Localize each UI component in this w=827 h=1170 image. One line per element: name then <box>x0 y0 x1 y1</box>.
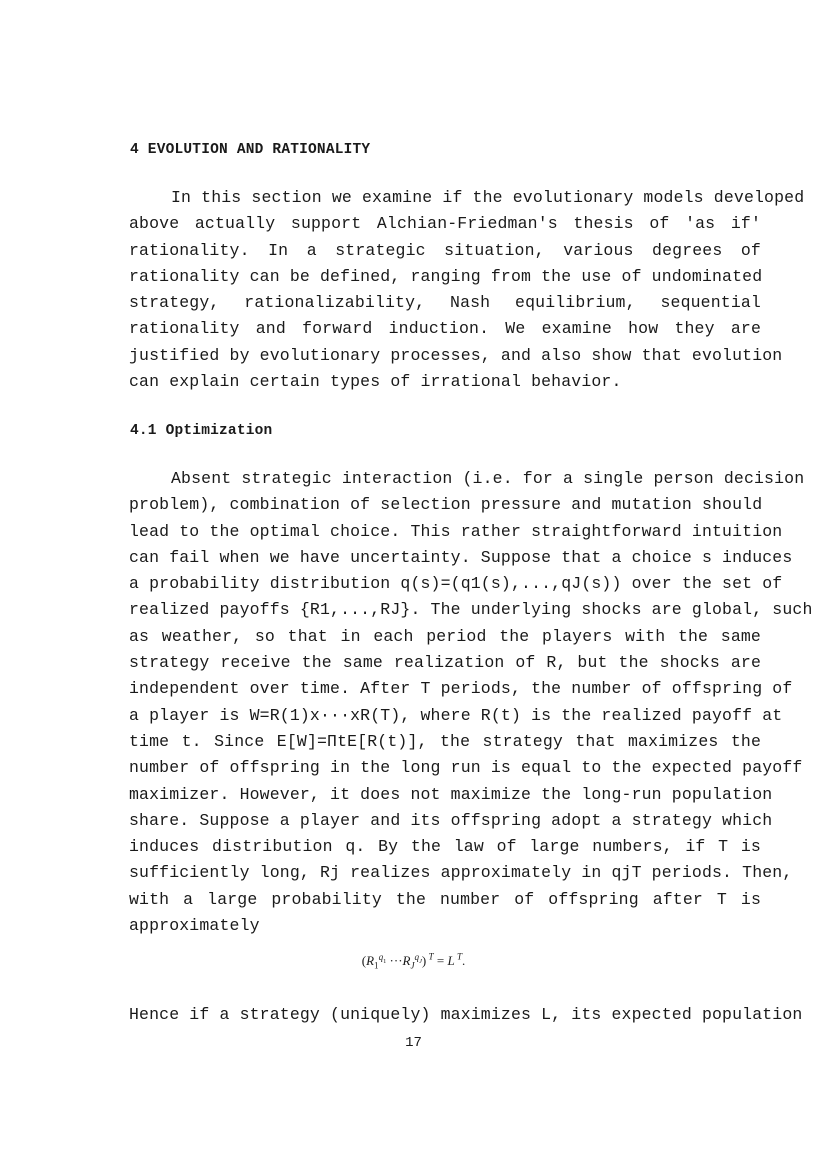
text-line: a probability distribution q(s)=(q1(s),...,qJ(s)) over the set of <box>129 574 783 594</box>
text-line: strategy receive the same realization of R, but the shocks are <box>129 653 761 673</box>
text-line: time t. Since E[W]=ΠtE[R(t)], the strategy that maximizes the <box>129 731 761 751</box>
text-line: problem), combination of selection pressure and mutation should <box>129 495 763 515</box>
text-line: number of offspring in the long run is equal to the expected payoff <box>129 758 803 778</box>
section-heading: 4 EVOLUTION AND RATIONALITY <box>130 142 371 158</box>
page-number: 17 <box>405 1035 422 1051</box>
text-line: strategy, rationalizability, Nash equilibrium, sequential <box>129 293 761 313</box>
text-line: Hence if a strategy (uniquely) maximizes L, its expected population <box>129 1005 803 1024</box>
text-line: can fail when we have uncertainty. Suppose that a choice s induces <box>129 547 793 567</box>
text-line: rationality can be defined, ranging from the use of undominated <box>129 266 763 286</box>
display-formula: $(R_1^{q_1} \cdot\cdot\cdot R_J^{q_J}) ^T = L$ $^T$. <box>361 951 466 971</box>
text-line: induces distribution q. By the law of large numbers, if T is <box>129 837 761 857</box>
text-line: sufficiently long, Rj realizes approximately in qjT periods. Then, <box>129 863 793 883</box>
optimization-paragraph <box>129 466 813 939</box>
text-line: a player is W=R(1)x···xR(T), where R(t) is the realized payoff at <box>129 705 783 725</box>
text-line: realized payoffs {R1,...,RJ}. The underlying shocks are global, such <box>129 600 813 620</box>
text-line: with a large probability the number of offspring after T is <box>129 889 761 909</box>
text-line: above actually support Alchian-Friedman's thesis of 'as if' <box>129 214 761 234</box>
text-line: maximizer. However, it does not maximize the long-run population <box>129 784 773 804</box>
text-line: independent over time. After T periods, the number of offspring of <box>129 679 793 699</box>
text-line: lead to the optimal choice. This rather straightforward intuition <box>129 521 783 541</box>
text-line: Absent strategic interaction (i.e. for a single person decision <box>171 469 805 488</box>
text-line: rationality. In a strategic situation, various degrees of <box>129 240 761 260</box>
subsection-heading: 4.1 Optimization <box>130 423 273 439</box>
text-line: as weather, so that in each period the players with the same <box>129 626 761 646</box>
text-line: rationality and forward induction. We examine how they are <box>129 319 761 339</box>
text-line: share. Suppose a player and its offspring adopt a strategy which <box>129 810 773 830</box>
text-line: justified by evolutionary processes, and also show that evolution <box>129 345 783 365</box>
text-line: approximately <box>129 916 260 936</box>
closing-line <box>129 1002 803 1028</box>
text-line: In this section we examine if the evolutionary models developed <box>171 188 805 207</box>
intro-paragraph <box>129 185 805 395</box>
text-line: can explain certain types of irrational behavior. <box>129 372 622 392</box>
